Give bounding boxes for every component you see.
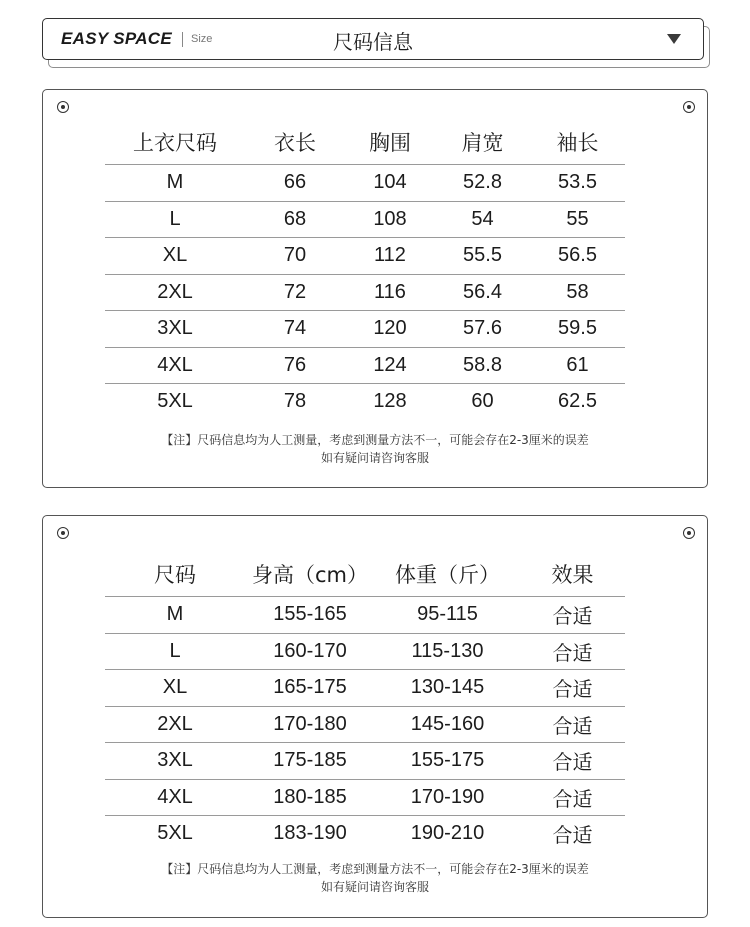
column-header: 尺码 [105, 552, 245, 597]
table-cell: 170-190 [375, 779, 520, 816]
table-cell: 58 [530, 274, 625, 311]
table-cell: L [105, 201, 245, 238]
table-cell: 72 [245, 274, 345, 311]
brand-subtitle: Size [191, 33, 213, 45]
table-cell: 2XL [105, 274, 245, 311]
table-cell: 58.8 [435, 347, 530, 384]
table-cell: 3XL [105, 743, 245, 780]
column-header: 效果 [520, 552, 625, 597]
table-row [105, 633, 625, 670]
rivet-icon [683, 527, 695, 539]
table-cell: 5XL [157, 390, 193, 413]
chevron-down-icon[interactable] [667, 34, 681, 44]
table-header-row [105, 552, 625, 597]
brand-logo: EASY SPACE [61, 29, 173, 48]
table-header-row [105, 120, 625, 165]
table-row [105, 384, 625, 420]
column-header: 体重（斤） [375, 552, 520, 597]
table-row [105, 816, 625, 852]
table-cell: 61 [530, 347, 625, 384]
table-cell: 合适 [520, 706, 625, 743]
table-cell: 155-175 [375, 743, 520, 780]
table-row [105, 274, 625, 311]
table-cell: 78 [283, 390, 307, 413]
table-row [105, 706, 625, 743]
table-cell: 130-145 [375, 670, 520, 707]
table-cell: 60 [471, 390, 494, 413]
measurement-note [43, 860, 707, 896]
table-cell: 2XL [105, 706, 245, 743]
table-row [105, 311, 625, 348]
table-cell: 合适 [520, 743, 625, 780]
table-cell: 59.5 [530, 311, 625, 348]
table-cell: M [105, 165, 245, 202]
table-cell: 68 [245, 201, 345, 238]
fit-recommendation-panel [42, 515, 708, 918]
page-title: 尺码信息 [333, 30, 413, 54]
table-cell: 170-180 [245, 706, 375, 743]
table-cell: 175-185 [245, 743, 375, 780]
table-cell: 104 [345, 165, 435, 202]
table-row [105, 238, 625, 275]
table-cell: 合适 [520, 633, 625, 670]
table-cell: 183-190 [273, 822, 347, 845]
table-cell: 55 [530, 201, 625, 238]
table-cell: 74 [245, 311, 345, 348]
table-cell: XL [105, 238, 245, 275]
table-cell: 56.4 [435, 274, 530, 311]
note-line: 【注】尺码信息均为人工测量，考虑到测量方法不一，可能会存在2-3厘米的误差 [161, 862, 589, 876]
table-cell: 155-165 [245, 597, 375, 634]
table-cell: M [105, 597, 245, 634]
rivet-icon [57, 527, 69, 539]
table-cell: 76 [245, 347, 345, 384]
table-cell: 54 [435, 201, 530, 238]
table-cell: 56.5 [530, 238, 625, 275]
table-cell: 115-130 [375, 633, 520, 670]
table-cell: 66 [245, 165, 345, 202]
table-cell: 95-115 [375, 597, 520, 634]
table-cell: 70 [245, 238, 345, 275]
table-cell: 52.8 [435, 165, 530, 202]
column-header: 袖长 [530, 120, 625, 165]
table-cell: L [105, 633, 245, 670]
table-cell: 112 [345, 238, 435, 275]
table-row [105, 165, 625, 202]
table-row [105, 347, 625, 384]
table-cell: 4XL [105, 779, 245, 816]
table-cell: 3XL [105, 311, 245, 348]
table-cell: 165-175 [245, 670, 375, 707]
garment-size-panel [42, 89, 708, 488]
table-cell: 124 [345, 347, 435, 384]
table-cell: 190-210 [410, 822, 485, 845]
table-row [105, 743, 625, 780]
column-header: 衣长 [245, 120, 345, 165]
table-row [105, 597, 625, 634]
rivet-icon [57, 101, 69, 113]
table-row [105, 779, 625, 816]
column-header: 上衣尺码 [105, 120, 245, 165]
note-line: 如有疑问请咨询客服 [320, 451, 429, 465]
table-cell: 合适 [520, 670, 625, 707]
table-cell: 180-185 [245, 779, 375, 816]
table-cell: 128 [373, 390, 407, 413]
table-cell: 合适 [520, 597, 625, 634]
table-cell: 62.5 [558, 390, 597, 413]
table-cell: 120 [345, 311, 435, 348]
table-cell: XL [105, 670, 245, 707]
table-cell: 5XL [157, 822, 193, 845]
table-row [105, 670, 625, 707]
fit-recommendation-table [105, 552, 625, 852]
garment-size-table [105, 120, 625, 420]
note-line: 【注】尺码信息均为人工测量，考虑到测量方法不一，可能会存在2-3厘米的误差 [161, 433, 589, 447]
table-cell: 57.6 [435, 311, 530, 348]
table-row [105, 201, 625, 238]
column-header: 胸围 [345, 120, 435, 165]
table-cell: 53.5 [530, 165, 625, 202]
note-line: 如有疑问请咨询客服 [320, 880, 429, 894]
table-cell: 160-170 [245, 633, 375, 670]
rivet-icon [683, 101, 695, 113]
table-cell: 116 [345, 274, 435, 311]
column-header: 肩宽 [435, 120, 530, 165]
table-cell: 合适 [552, 823, 593, 848]
table-cell: 4XL [105, 347, 245, 384]
table-cell: 55.5 [435, 238, 530, 275]
measurement-note [43, 431, 707, 467]
header-bar[interactable] [42, 18, 704, 60]
table-cell: 145-160 [375, 706, 520, 743]
table-cell: 108 [345, 201, 435, 238]
column-header: 身高（cm） [245, 552, 375, 597]
table-cell: 合适 [520, 779, 625, 816]
